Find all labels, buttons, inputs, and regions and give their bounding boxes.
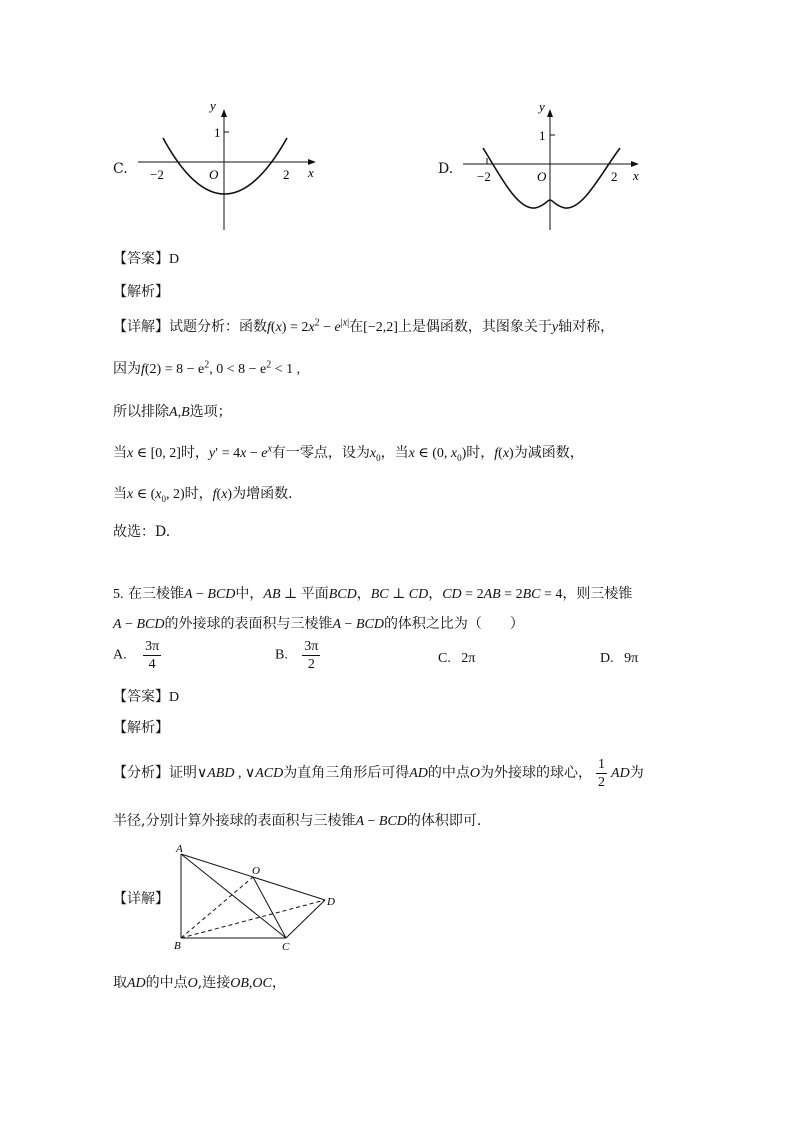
text: 轴对称， xyxy=(558,319,615,335)
text: ，当 xyxy=(380,445,409,461)
fenxi-label: 【分析】 xyxy=(113,765,169,781)
fraction-3pi-4: $\frac{3\pi}{4}$ xyxy=(145,639,160,672)
text: 时， xyxy=(466,445,495,461)
y-axis-arrow xyxy=(221,109,227,117)
y-label: y xyxy=(210,100,216,113)
text: 取 xyxy=(113,975,127,991)
text: 时， xyxy=(184,486,213,502)
fraction-3pi-2: $\frac{3\pi}{2}$ xyxy=(304,639,319,672)
text: 为直角三角形后可得 xyxy=(283,765,410,781)
y-label: y xyxy=(539,100,545,114)
y-one-label: 1 xyxy=(214,125,221,140)
q5-fenxi-line-1: 【分析】证明∨ABD , ∨ACD为直角三角形后可得AD的中点O为外接球的球心， $\frac{1}{2}$ AD为 xyxy=(113,756,644,790)
text: 选项； xyxy=(189,404,232,420)
text: 为增函数． xyxy=(232,486,303,502)
text: ,连接 xyxy=(197,975,231,991)
point-b: B xyxy=(174,940,181,952)
y-axis-arrow xyxy=(547,109,553,117)
text: 半径,分别计算外接球的表面积与三棱锥 xyxy=(113,813,356,829)
text: 为外接球的球心， xyxy=(480,765,593,781)
text: ， xyxy=(428,586,443,602)
text: 为 xyxy=(629,765,644,781)
text: 所以排除 xyxy=(113,404,169,420)
edge-ac xyxy=(181,854,286,938)
q5-option-b[interactable] xyxy=(275,638,320,673)
q5-analysis-label: 【解析】 xyxy=(113,720,169,736)
x-axis-arrow xyxy=(631,161,639,167)
q4-conclusion: 故选：D. xyxy=(113,524,171,540)
option-value: 2π xyxy=(461,651,476,666)
text: 证明 xyxy=(169,765,197,781)
text: 有一零点，设为 xyxy=(271,445,370,461)
q4-detail-line-2: 因为$f(2) = 8 - e^2$, $0 < 8 - e^2 < 1$ , xyxy=(113,359,301,377)
text: ，则三棱锥 xyxy=(562,586,633,602)
q4-detail-line-5: 当x ∈ ($x_0$, 2)时，f(x)为增函数． xyxy=(113,486,303,504)
q5-option-a[interactable] xyxy=(113,638,161,673)
text: 的体积之比为（ ） xyxy=(383,616,524,632)
origin-label: O xyxy=(209,167,219,182)
x-neg2-label: −2 xyxy=(150,167,164,182)
answer-label: 【答案】 xyxy=(113,251,169,267)
graph-c xyxy=(130,100,330,235)
text: 平面 xyxy=(300,586,329,602)
q4-detail-line-1: 【详解】试题分析：函数$f(x) = 2x^2 - e^{|x|}$在[−2,2]上是偶函数，其图象关于y轴对称， xyxy=(113,317,615,335)
text: 在三棱锥 xyxy=(127,586,184,602)
option-value: 9π xyxy=(624,651,639,666)
answer-value: D xyxy=(169,690,180,705)
x-label: x xyxy=(633,168,639,183)
q4-detail-line-3: 所以排除A,B选项； xyxy=(113,404,232,420)
x-pos2-label: 2 xyxy=(611,169,618,184)
text: 在 xyxy=(349,319,364,335)
edge-bd-hidden xyxy=(181,900,325,938)
q4-detail-line-4: 当x ∈ [0, 2]时，$y' = 4x - e^x$有一零点，设为$x_0$，当x ∈ (0, $x_0$)时，f(x)为减函数， xyxy=(113,443,584,463)
option-letter: A. xyxy=(113,647,127,663)
text: 因为 xyxy=(113,361,141,377)
text: 当 xyxy=(113,445,127,461)
curve-d xyxy=(483,148,620,208)
tetrahedron-figure xyxy=(168,840,348,955)
text: 试题分析：函数 xyxy=(169,319,267,335)
math-fx: f xyxy=(267,320,271,335)
curve-c xyxy=(163,138,287,194)
q5-fenxi-line-2: 半径,分别计算外接球的表面积与三棱锥A − BCD的体积即可. xyxy=(113,813,482,829)
text: 时， xyxy=(180,445,209,461)
point-a: A xyxy=(176,843,183,855)
math-y: y xyxy=(551,320,559,335)
graph-d xyxy=(455,100,655,235)
detail-label: 【详解】 xyxy=(113,319,169,335)
y-one-label: 1 xyxy=(539,128,546,143)
x-pos2-label: 2 xyxy=(283,167,290,182)
option-d-label: D. xyxy=(438,161,454,177)
option-letter: C. xyxy=(438,651,451,666)
q5-detail-line-last: 取AD的中点O,连接OB,OC， xyxy=(113,975,286,991)
x-neg2-label: −2 xyxy=(477,169,491,184)
text: 的体积即可. xyxy=(406,813,482,829)
q5-stem-line-1: 5. 在三棱锥A − BCD中，AB ⊥ 平面BCD，BC ⊥ CD，CD = 2AB = 2BC = 4，则三棱锥 xyxy=(113,586,633,602)
question-number: 5. xyxy=(113,587,124,602)
text: 的中点 xyxy=(427,765,470,781)
q5-option-d[interactable] xyxy=(600,650,638,667)
text: 当 xyxy=(113,486,127,502)
answer-value: D xyxy=(169,252,180,267)
text: ， xyxy=(271,975,286,991)
point-c: C xyxy=(282,941,290,953)
fraction-half: $\frac{1}{2}$ xyxy=(598,756,606,790)
q5-option-c[interactable] xyxy=(438,650,475,667)
q5-detail-label: 【详解】 xyxy=(113,891,169,907)
origin-label: O xyxy=(537,169,547,184)
point-o: O xyxy=(252,865,260,877)
option-c-label: C. xyxy=(113,161,128,177)
option-letter: D. xyxy=(600,651,614,666)
text: 的外接球的表面积与三棱锥 xyxy=(164,616,333,632)
q4-analysis-label: 【解析】 xyxy=(113,284,169,300)
text: 中， xyxy=(235,586,264,602)
option-letter: B. xyxy=(275,647,288,663)
answer-label: 【答案】 xyxy=(113,689,169,705)
point-d: D xyxy=(327,896,335,908)
edge-cd xyxy=(286,900,325,938)
text: 的中点 xyxy=(145,975,188,991)
text: ， xyxy=(356,586,371,602)
text: 为减函数， xyxy=(513,445,584,461)
text: 上是偶函数，其图象关于 xyxy=(397,319,552,335)
q5-answer-line xyxy=(113,686,179,706)
q4-answer-line xyxy=(113,248,179,268)
x-label: x xyxy=(308,165,314,180)
q5-stem-line-2: A − BCD的外接球的表面积与三棱锥A − BCD的体积之比为（ ） xyxy=(113,616,524,632)
